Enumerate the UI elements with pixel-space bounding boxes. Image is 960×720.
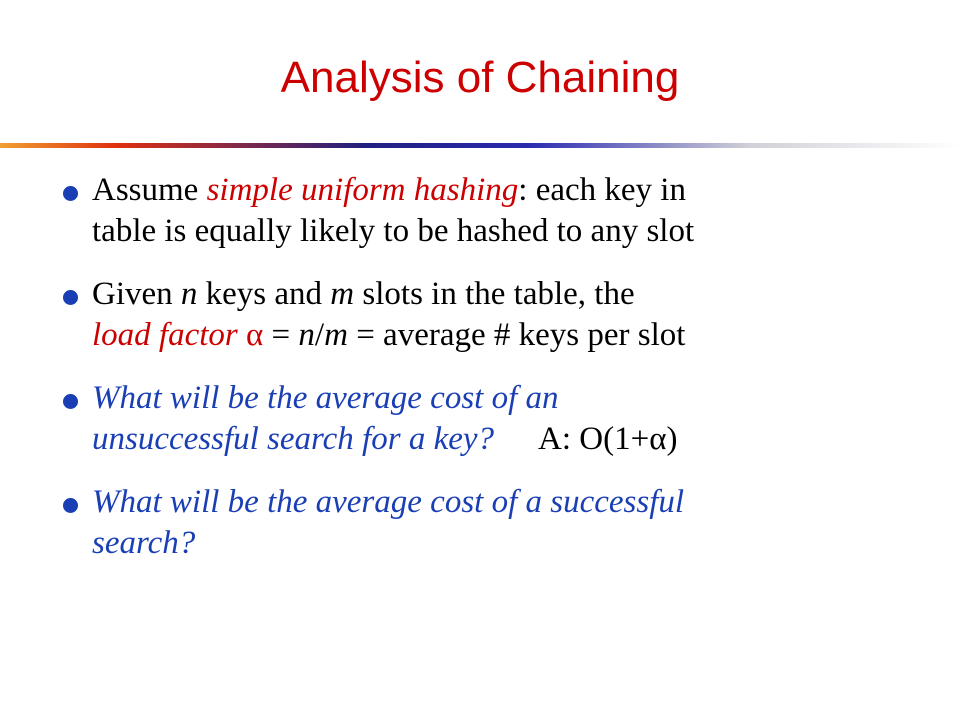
bullet-dot-icon [63,186,78,201]
bullet-successful-search [60,482,940,564]
bullet-line [92,378,940,419]
text-run: : each key in [518,172,686,208]
text-run: ) [666,421,678,457]
bullet-list [60,170,940,586]
text-run: = average # keys per slot [347,317,686,353]
bullet-dot-icon [63,290,78,305]
bullet-line [92,315,940,356]
emphasis-term: simple uniform hashing [206,172,519,208]
text-run: keys and [197,276,331,312]
bullet-line [92,170,940,211]
bullet-dot-icon [63,498,78,513]
title-divider [0,143,960,148]
question-text: search? [92,525,196,561]
bullet-line [92,274,940,315]
text-run: table is equally likely to be hashed to any slot [92,213,695,249]
alpha-symbol: α [649,421,667,457]
text-run: = [263,317,299,353]
bullet-line [92,523,940,564]
bullet-simple-uniform-hashing [60,170,940,252]
emphasis-term: load factor [92,317,246,353]
variable-n: n [180,276,198,312]
bullet-unsuccessful-search [60,378,940,460]
alpha-symbol: α [246,317,264,353]
text-run: slots in the table, the [354,276,635,312]
text-run: Assume [92,172,207,208]
question-text: What will be the average cost of an [92,380,559,416]
bullet-line [92,482,940,523]
bullet-dot-icon [63,394,78,409]
text-run: / [314,317,325,353]
text-run: Given [92,276,181,312]
bullet-line [92,419,940,460]
answer-text [538,419,677,460]
text-run: A: O(1+ [538,421,650,457]
variable-n: n [298,317,315,353]
slide-title: Analysis of Chaining [280,53,680,102]
variable-m: m [330,276,355,312]
bullet-load-factor [60,274,940,356]
bullet-line [92,211,940,252]
question-text: What will be the average cost of a successful [92,484,685,520]
question-text: unsuccessful search for a key? [92,421,495,457]
variable-m: m [324,317,348,353]
